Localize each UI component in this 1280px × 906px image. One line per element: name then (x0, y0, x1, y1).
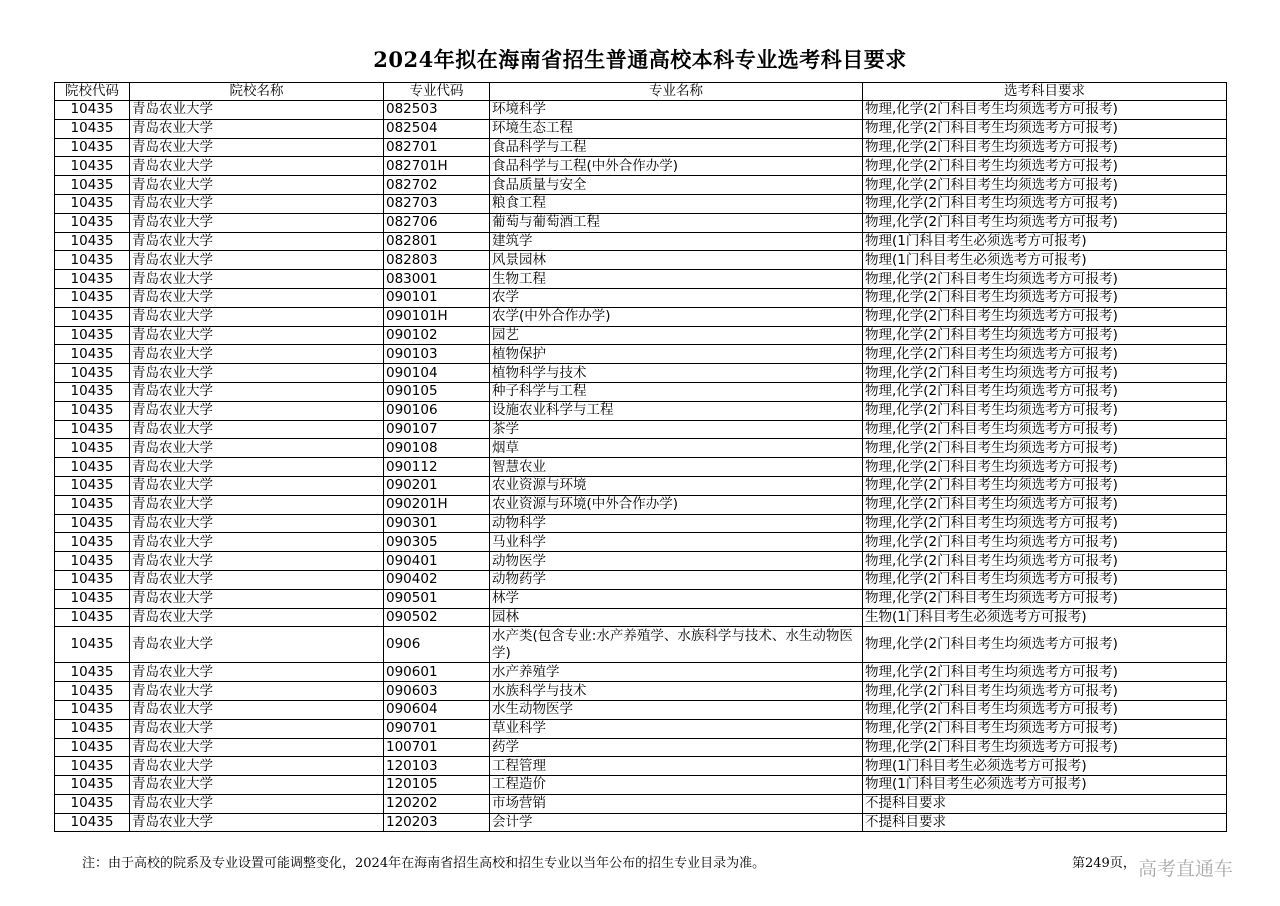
table-row (55, 138, 1227, 157)
major-name-cell: 粮食工程 (490, 194, 863, 213)
major-code-cell: 090101H (384, 307, 490, 326)
subject-requirement-cell: 物理(1门科目考生必须选考方可报考) (863, 757, 1227, 776)
watermark: 高考直通车 (1138, 858, 1234, 880)
subject-requirement-cell: 物理,化学(2门科目考生均须选考方可报考) (863, 401, 1227, 420)
major-name-cell: 草业科学 (490, 719, 863, 738)
subject-requirement-cell: 物理,化学(2门科目考生均须选考方可报考) (863, 514, 1227, 533)
school-name-cell: 青岛农业大学 (130, 794, 384, 813)
table-row (55, 176, 1227, 195)
subject-requirement-cell: 物理,化学(2门科目考生均须选考方可报考) (863, 326, 1227, 345)
table-row (55, 682, 1227, 701)
school-code-cell: 10435 (55, 776, 130, 795)
table-row (55, 757, 1227, 776)
subject-requirement-cell: 物理(1门科目考生必须选考方可报考) (863, 232, 1227, 251)
major-name-cell: 农业资源与环境 (490, 476, 863, 495)
subject-requirement-cell: 物理,化学(2门科目考生均须选考方可报考) (863, 270, 1227, 289)
table-row (55, 213, 1227, 232)
table-row (55, 251, 1227, 270)
table-header-row (55, 83, 1227, 101)
school-name-cell: 青岛农业大学 (130, 533, 384, 552)
school-name-cell: 青岛农业大学 (130, 700, 384, 719)
school-name-cell: 青岛农业大学 (130, 776, 384, 795)
major-code-cell: 120203 (384, 813, 490, 832)
subject-requirement-cell: 物理,化学(2门科目考生均须选考方可报考) (863, 307, 1227, 326)
subject-requirement-cell: 物理,化学(2门科目考生均须选考方可报考) (863, 476, 1227, 495)
school-code-cell: 10435 (55, 101, 130, 120)
table-row (55, 700, 1227, 719)
school-name-cell: 青岛农业大学 (130, 719, 384, 738)
table-row (55, 627, 1227, 663)
major-code-cell: 090501 (384, 589, 490, 608)
subject-requirement-cell: 物理,化学(2门科目考生均须选考方可报考) (863, 495, 1227, 514)
school-code-cell: 10435 (55, 176, 130, 195)
major-name-cell: 农学(中外合作办学) (490, 307, 863, 326)
school-name-cell: 青岛农业大学 (130, 514, 384, 533)
school-name-cell: 青岛农业大学 (130, 757, 384, 776)
major-code-cell: 082503 (384, 101, 490, 120)
major-code-cell: 090106 (384, 401, 490, 420)
school-code-cell: 10435 (55, 157, 130, 176)
school-name-cell: 青岛农业大学 (130, 458, 384, 477)
school-code-cell: 10435 (55, 345, 130, 364)
major-name-cell: 风景园林 (490, 251, 863, 270)
major-code-cell: 090108 (384, 439, 490, 458)
school-name-cell: 青岛农业大学 (130, 213, 384, 232)
subject-requirement-cell: 不提科目要求 (863, 794, 1227, 813)
school-name-cell: 青岛农业大学 (130, 813, 384, 832)
subject-requirement-cell: 物理,化学(2门科目考生均须选考方可报考) (863, 589, 1227, 608)
school-code-cell: 10435 (55, 682, 130, 701)
major-name-cell: 市场营销 (490, 794, 863, 813)
major-name-cell: 药学 (490, 738, 863, 757)
school-code-cell: 10435 (55, 495, 130, 514)
subject-requirement-cell: 物理,化学(2门科目考生均须选考方可报考) (863, 345, 1227, 364)
table-row (55, 813, 1227, 832)
school-code-cell: 10435 (55, 232, 130, 251)
school-code-cell: 10435 (55, 608, 130, 627)
major-code-cell: 082803 (384, 251, 490, 270)
major-code-cell: 090104 (384, 364, 490, 383)
major-name-cell: 食品科学与工程(中外合作办学) (490, 157, 863, 176)
subject-requirement-cell: 物理,化学(2门科目考生均须选考方可报考) (863, 288, 1227, 307)
school-name-cell: 青岛农业大学 (130, 288, 384, 307)
school-name-cell: 青岛农业大学 (130, 326, 384, 345)
major-code-cell: 082504 (384, 119, 490, 138)
major-code-cell: 090301 (384, 514, 490, 533)
table-row (55, 570, 1227, 589)
school-name-cell: 青岛农业大学 (130, 439, 384, 458)
school-code-cell: 10435 (55, 119, 130, 138)
subject-requirement-cell: 物理,化学(2门科目考生均须选考方可报考) (863, 119, 1227, 138)
school-code-cell: 10435 (55, 213, 130, 232)
subject-requirement-cell: 物理,化学(2门科目考生均须选考方可报考) (863, 194, 1227, 213)
school-name-cell: 青岛农业大学 (130, 627, 384, 663)
major-code-cell: 090604 (384, 700, 490, 719)
school-code-cell: 10435 (55, 719, 130, 738)
school-name-cell: 青岛农业大学 (130, 307, 384, 326)
major-code-cell: 082701H (384, 157, 490, 176)
table-row (55, 663, 1227, 682)
school-name-cell: 青岛农业大学 (130, 570, 384, 589)
subject-requirement-cell: 物理,化学(2门科目考生均须选考方可报考) (863, 700, 1227, 719)
major-name-cell: 农业资源与环境(中外合作办学) (490, 495, 863, 514)
major-code-cell: 090603 (384, 682, 490, 701)
school-code-cell: 10435 (55, 738, 130, 757)
subject-requirement-cell: 物理,化学(2门科目考生均须选考方可报考) (863, 138, 1227, 157)
table-row (55, 514, 1227, 533)
subject-requirement-cell: 物理,化学(2门科目考生均须选考方可报考) (863, 176, 1227, 195)
major-name-cell: 食品质量与安全 (490, 176, 863, 195)
table-row (55, 307, 1227, 326)
school-name-cell: 青岛农业大学 (130, 251, 384, 270)
school-code-cell: 10435 (55, 627, 130, 663)
header-school-code: 院校代码 (55, 83, 130, 101)
subject-requirement-cell: 生物(1门科目考生必须选考方可报考) (863, 608, 1227, 627)
school-code-cell: 10435 (55, 307, 130, 326)
subject-requirement-cell: 物理,化学(2门科目考生均须选考方可报考) (863, 738, 1227, 757)
major-name-cell: 工程管理 (490, 757, 863, 776)
table-row (55, 589, 1227, 608)
table-row (55, 364, 1227, 383)
subject-requirement-cell: 物理,化学(2门科目考生均须选考方可报考) (863, 420, 1227, 439)
major-code-cell: 120105 (384, 776, 490, 795)
table-row (55, 458, 1227, 477)
header-subject-requirement: 选考科目要求 (863, 83, 1227, 101)
school-code-cell: 10435 (55, 138, 130, 157)
subject-requirement-cell: 物理,化学(2门科目考生均须选考方可报考) (863, 682, 1227, 701)
major-name-cell: 烟草 (490, 439, 863, 458)
school-code-cell: 10435 (55, 757, 130, 776)
subject-requirement-cell: 物理,化学(2门科目考生均须选考方可报考) (863, 570, 1227, 589)
major-name-cell: 设施农业科学与工程 (490, 401, 863, 420)
school-name-cell: 青岛农业大学 (130, 589, 384, 608)
school-code-cell: 10435 (55, 458, 130, 477)
school-name-cell: 青岛农业大学 (130, 364, 384, 383)
major-code-cell: 120202 (384, 794, 490, 813)
major-code-cell: 083001 (384, 270, 490, 289)
table-row (55, 495, 1227, 514)
school-code-cell: 10435 (55, 589, 130, 608)
subject-requirement-cell: 物理,化学(2门科目考生均须选考方可报考) (863, 552, 1227, 571)
school-name-cell: 青岛农业大学 (130, 682, 384, 701)
major-code-cell: 090105 (384, 382, 490, 401)
major-name-cell: 种子科学与工程 (490, 382, 863, 401)
major-code-cell: 090201H (384, 495, 490, 514)
school-name-cell: 青岛农业大学 (130, 476, 384, 495)
subject-requirement-cell: 不提科目要求 (863, 813, 1227, 832)
major-name-cell: 水产养殖学 (490, 663, 863, 682)
school-name-cell: 青岛农业大学 (130, 382, 384, 401)
school-code-cell: 10435 (55, 288, 130, 307)
school-code-cell: 10435 (55, 700, 130, 719)
major-name-cell: 环境科学 (490, 101, 863, 120)
table-row (55, 345, 1227, 364)
major-name-cell: 园艺 (490, 326, 863, 345)
school-code-cell: 10435 (55, 514, 130, 533)
school-code-cell: 10435 (55, 364, 130, 383)
school-code-cell: 10435 (55, 326, 130, 345)
major-code-cell: 090305 (384, 533, 490, 552)
major-name-cell: 葡萄与葡萄酒工程 (490, 213, 863, 232)
major-code-cell: 090101 (384, 288, 490, 307)
school-name-cell: 青岛农业大学 (130, 194, 384, 213)
subject-requirement-cell: 物理(1门科目考生必须选考方可报考) (863, 251, 1227, 270)
page-title: 2024年拟在海南省招生普通高校本科专业选考科目要求 (373, 47, 907, 72)
major-name-cell: 工程造价 (490, 776, 863, 795)
table-row (55, 382, 1227, 401)
subject-requirement-cell: 物理(1门科目考生必须选考方可报考) (863, 776, 1227, 795)
school-code-cell: 10435 (55, 476, 130, 495)
table-row (55, 719, 1227, 738)
major-code-cell: 082706 (384, 213, 490, 232)
school-name-cell: 青岛农业大学 (130, 138, 384, 157)
school-name-cell: 青岛农业大学 (130, 157, 384, 176)
subject-requirement-cell: 物理,化学(2门科目考生均须选考方可报考) (863, 663, 1227, 682)
school-code-cell: 10435 (55, 552, 130, 571)
school-code-cell: 10435 (55, 420, 130, 439)
header-major-name: 专业名称 (490, 83, 863, 101)
school-name-cell: 青岛农业大学 (130, 495, 384, 514)
table-row (55, 101, 1227, 120)
major-code-cell: 090107 (384, 420, 490, 439)
school-name-cell: 青岛农业大学 (130, 420, 384, 439)
major-code-cell: 090701 (384, 719, 490, 738)
school-name-cell: 青岛农业大学 (130, 232, 384, 251)
subject-requirement-cell: 物理,化学(2门科目考生均须选考方可报考) (863, 213, 1227, 232)
major-code-cell: 090112 (384, 458, 490, 477)
major-name-cell: 智慧农业 (490, 458, 863, 477)
major-name-cell: 园林 (490, 608, 863, 627)
major-name-cell: 农学 (490, 288, 863, 307)
major-code-cell: 090502 (384, 608, 490, 627)
table-row (55, 794, 1227, 813)
major-code-cell: 082701 (384, 138, 490, 157)
major-name-cell: 食品科学与工程 (490, 138, 863, 157)
table-row (55, 608, 1227, 627)
major-code-cell: 082702 (384, 176, 490, 195)
table-row (55, 533, 1227, 552)
requirements-table (54, 82, 1227, 832)
subject-requirement-cell: 物理,化学(2门科目考生均须选考方可报考) (863, 101, 1227, 120)
major-code-cell: 100701 (384, 738, 490, 757)
school-code-cell: 10435 (55, 439, 130, 458)
school-code-cell: 10435 (55, 270, 130, 289)
school-code-cell: 10435 (55, 382, 130, 401)
table-row (55, 476, 1227, 495)
major-code-cell: 120103 (384, 757, 490, 776)
table-row (55, 288, 1227, 307)
school-name-cell: 青岛农业大学 (130, 119, 384, 138)
major-name-cell: 马业科学 (490, 533, 863, 552)
header-school-name: 院校名称 (130, 83, 384, 101)
table-row (55, 326, 1227, 345)
major-name-cell: 植物科学与技术 (490, 364, 863, 383)
school-name-cell: 青岛农业大学 (130, 663, 384, 682)
subject-requirement-cell: 物理,化学(2门科目考生均须选考方可报考) (863, 533, 1227, 552)
major-name-cell: 生物工程 (490, 270, 863, 289)
table-row (55, 776, 1227, 795)
subject-requirement-cell: 物理,化学(2门科目考生均须选考方可报考) (863, 439, 1227, 458)
major-name-cell: 会计学 (490, 813, 863, 832)
subject-requirement-cell: 物理,化学(2门科目考生均须选考方可报考) (863, 458, 1227, 477)
table-row (55, 738, 1227, 757)
header-major-code: 专业代码 (384, 83, 490, 101)
school-code-cell: 10435 (55, 813, 130, 832)
school-name-cell: 青岛农业大学 (130, 608, 384, 627)
major-name-cell: 林学 (490, 589, 863, 608)
school-name-cell: 青岛农业大学 (130, 270, 384, 289)
table-row (55, 420, 1227, 439)
major-code-cell: 090102 (384, 326, 490, 345)
table-row (55, 439, 1227, 458)
major-code-cell: 090401 (384, 552, 490, 571)
table-row (55, 119, 1227, 138)
table-row (55, 232, 1227, 251)
major-code-cell: 090402 (384, 570, 490, 589)
subject-requirement-cell: 物理,化学(2门科目考生均须选考方可报考) (863, 382, 1227, 401)
major-code-cell: 090601 (384, 663, 490, 682)
school-name-cell: 青岛农业大学 (130, 101, 384, 120)
subject-requirement-cell: 物理,化学(2门科目考生均须选考方可报考) (863, 719, 1227, 738)
school-name-cell: 青岛农业大学 (130, 345, 384, 364)
major-name-cell: 动物药学 (490, 570, 863, 589)
footnote: 注：由于高校的院系及专业设置可能调整变化，2024年在海南省招生高校和招生专业以当年公布的招生专业目录为准。 (82, 856, 766, 871)
subject-requirement-cell: 物理,化学(2门科目考生均须选考方可报考) (863, 627, 1227, 663)
major-name-cell: 建筑学 (490, 232, 863, 251)
major-name-cell: 水生动物医学 (490, 700, 863, 719)
school-code-cell: 10435 (55, 251, 130, 270)
major-code-cell: 090201 (384, 476, 490, 495)
subject-requirement-cell: 物理,化学(2门科目考生均须选考方可报考) (863, 157, 1227, 176)
major-name-cell: 动物科学 (490, 514, 863, 533)
table-row (55, 157, 1227, 176)
page-number: 第249页， (1072, 856, 1136, 871)
school-code-cell: 10435 (55, 533, 130, 552)
table-row (55, 552, 1227, 571)
school-code-cell: 10435 (55, 194, 130, 213)
school-name-cell: 青岛农业大学 (130, 401, 384, 420)
major-code-cell: 082703 (384, 194, 490, 213)
school-name-cell: 青岛农业大学 (130, 552, 384, 571)
major-name-cell: 环境生态工程 (490, 119, 863, 138)
table-row (55, 401, 1227, 420)
major-name-cell: 茶学 (490, 420, 863, 439)
school-code-cell: 10435 (55, 570, 130, 589)
subject-requirement-cell: 物理,化学(2门科目考生均须选考方可报考) (863, 364, 1227, 383)
major-name-cell: 动物医学 (490, 552, 863, 571)
school-code-cell: 10435 (55, 401, 130, 420)
table-row (55, 270, 1227, 289)
major-code-cell: 0906 (384, 627, 490, 663)
school-code-cell: 10435 (55, 794, 130, 813)
school-name-cell: 青岛农业大学 (130, 176, 384, 195)
major-code-cell: 082801 (384, 232, 490, 251)
table-row (55, 194, 1227, 213)
major-code-cell: 090103 (384, 345, 490, 364)
school-code-cell: 10435 (55, 663, 130, 682)
school-name-cell: 青岛农业大学 (130, 738, 384, 757)
major-name-cell: 水产类(包含专业:水产养殖学、水族科学与技术、水生动物医学) (490, 627, 863, 663)
major-name-cell: 水族科学与技术 (490, 682, 863, 701)
major-name-cell: 植物保护 (490, 345, 863, 364)
